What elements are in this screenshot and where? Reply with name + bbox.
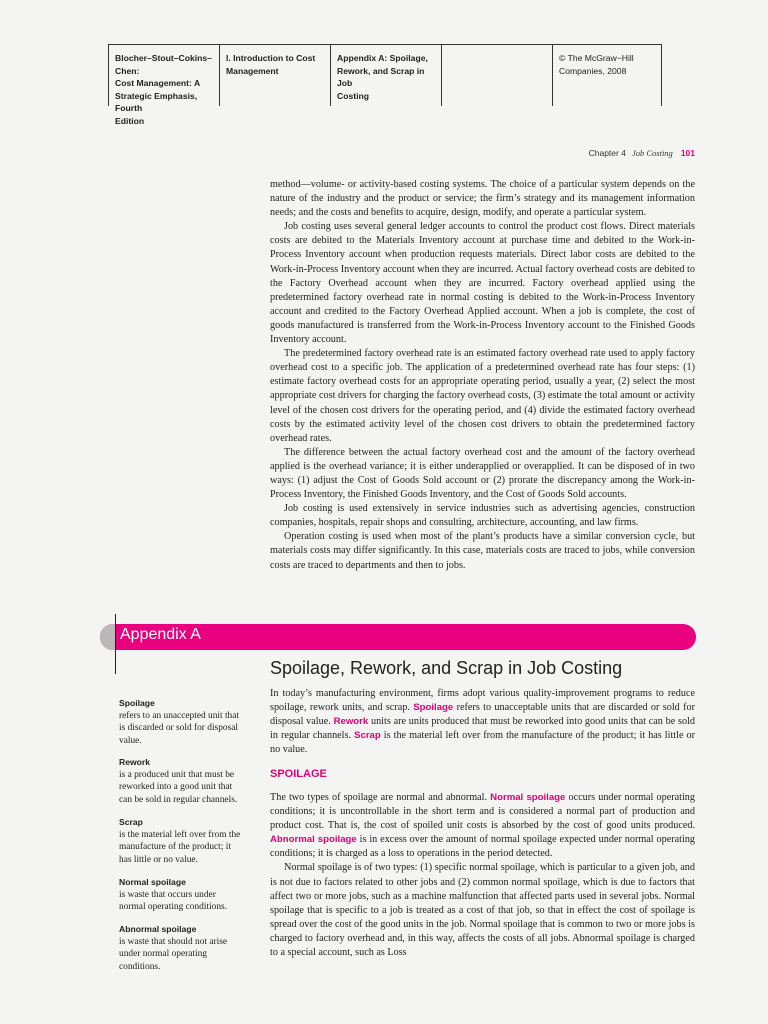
glossary-term: Abnormal spoilage — [119, 924, 197, 934]
glossary-term: Normal spoilage — [119, 877, 186, 887]
glossary-def: has little or no value. — [119, 854, 198, 865]
header-part — [219, 44, 330, 106]
paragraph: The predetermined factory overhead rate is an estimated factory overhead rate used to apply factory overhead cost to a specific job. The application of a predetermined overhead rate has four steps: (1) estimate factory overhead costs for an appropriate operating period, usually a year, (2) select the most appropriate cost drivers for charging the factory overhead costs, (3) estimate the total amount or activity level of the chosen cost drivers for the operating period, and (4) divide the estimated factory overhead costs by the estimated activity level of the chosen cost drivers to obtain the predetermined factory overhead rates. — [270, 348, 695, 444]
glossary-def: is a produced unit that must be — [119, 769, 235, 780]
term-scrap: Scrap — [354, 730, 381, 742]
appendix-banner-label: Appendix A — [120, 626, 201, 643]
header-chapter — [330, 44, 441, 106]
header-empty-cell — [441, 44, 552, 106]
glossary-abnormal-spoilage — [119, 923, 259, 973]
spoilage-subhead: SPOILAGE — [270, 768, 327, 780]
header-line: Edition — [115, 115, 145, 126]
paragraph: Operation costing is used when most of the plant’s products have a similar conversion cycle, but materials costs may differ significantly. In this case, materials costs are traced to jobs, while conversion costs are traced to departments and then to jobs. — [270, 531, 695, 571]
paragraph — [270, 791, 695, 861]
term-normal-spoilage: Normal spoilage — [490, 792, 566, 803]
glossary-def: is discarded or sold for disposal — [119, 723, 238, 734]
chapter-body-text — [270, 178, 695, 573]
text-run: is the material left over from the manufacture of the product; it has little or no value. — [270, 730, 696, 756]
glossary-def: reworked into a good unit that — [119, 782, 233, 793]
paragraph: method—volume- or activity-based costing systems. The choice of a particular system depends on the nature of the industry and the product or service; the firm’s strategy and its management information needs; and the costs and benefits to acquire, design, modify, and operate a particular system. — [270, 179, 695, 219]
page-number: 101 — [680, 148, 695, 158]
appendix-title: Spoilage, Rework, and Scrap in Job Costing — [270, 658, 623, 678]
glossary-term: Spoilage — [119, 698, 155, 708]
glossary-def: refers to an unaccepted unit that — [119, 710, 239, 721]
paragraph: Job costing uses several general ledger accounts to control the product cost flows. Direct materials costs are debited to the Materials Inventory account at purchase time and debited to the Work-in-Process Inventory account when production requests materials. Direct labor costs are debited to the Work-in-Process Inventory account when they are incurred. Actual factory overhead costs are debited to the Factory Overhead account when they are incurred. Factory overhead applied using the predetermined factory overhead rate in normal costing is debited to the Work-in-Process Inventory account and credited to the Factory Overhead Applied account. When a job is complete, the cost of goods manufactured is transferred from the Work-in-Process Inventory account to the Finished Goods Inventory account. — [270, 221, 695, 346]
glossary-def: under normal operating — [119, 949, 207, 960]
glossary-term: Rework — [119, 757, 151, 767]
header-line: I. Introduction to Cost — [226, 53, 316, 63]
chapter-title: Job Costing — [631, 148, 673, 158]
glossary-def: conditions. — [119, 961, 161, 972]
header-copyright — [552, 44, 662, 106]
glossary-def: is waste that occurs under — [119, 889, 216, 900]
glossary-scrap — [119, 816, 259, 866]
appendix-banner — [100, 624, 696, 650]
paragraph: Job costing is used extensively in service industries such as advertising agencies, construction companies, hospitals, repair shops and consulting, architecture, accounting, and law firms. — [270, 503, 695, 529]
header-line: Companies, 2008 — [559, 65, 627, 76]
header-line: Management — [226, 65, 279, 76]
glossary-def: is waste that should not arise — [119, 936, 228, 947]
header-line: Cost Management: A — [115, 78, 201, 89]
text-run: is in excess over the amount of normal spoilage expected under normal operating conditions; it is charged as a loss to operations in the period detected. — [270, 834, 696, 860]
running-head — [0, 148, 695, 158]
glossary-def: is the material left over from the — [119, 829, 241, 840]
glossary-def: value. — [119, 735, 142, 746]
header-line: Costing — [337, 90, 369, 101]
glossary-def: manufacture of the product; it — [119, 842, 231, 853]
paragraph: The difference between the actual factory overhead cost and the amount of the factory overhead applied is the overhead variance; it is either underapplied or overapplied. It can be disposed of in two ways: (1) adjust the Cost of Goods Sold account or (2) prorate the discrepancy among the Work-in-Process Inventory, the Finished Goods Inventory, and the Cost of Goods Sold accounts. — [270, 446, 695, 501]
header-table — [108, 44, 662, 126]
paragraph: Normal spoilage is of two types: (1) specific normal spoilage, which is particular to a given job, and is not due to factors related to other jobs and (2) common normal spoilage, which is due to factors that affect two or more jobs, such as a machine malfunction that affected parts used in several jobs. Normal spoilage that is specific to a job is treated as a cost of that job, so that in effect the cost of spoilage is spread over the cost of the good units in the job. Normal spoilage that is common to two or more jobs is charged to factory overhead and, in this way, affects the costs of all jobs. Abnormal spoilage is charged to a special account, such as Loss — [270, 862, 695, 959]
text-run: occurs under normal operating conditions; it is uncontrollable in the short term and is considered a normal part of production and product cost. That is, the cost of spoiled unit costs is absorbed by the cost of good units produced. — [270, 792, 695, 832]
term-rework: Rework — [333, 716, 369, 728]
glossary-def: can be sold in regular channels. — [119, 794, 238, 805]
header-line: Blocher–Stout–Cokins–Chen: — [115, 53, 212, 76]
header-book-title — [108, 44, 219, 126]
banner-vertical-rule — [115, 614, 116, 674]
text-run: The two types of spoilage are normal and abnormal. — [270, 792, 491, 803]
banner-grey-tab — [100, 624, 116, 650]
header-line: Strategic Emphasis, Fourth — [115, 90, 198, 114]
header-line: © The McGraw−Hill — [559, 53, 634, 63]
term-spoilage: Spoilage — [413, 702, 454, 714]
glossary-term: Scrap — [119, 817, 143, 827]
chapter-label: Chapter 4 — [588, 148, 626, 158]
spoilage-text — [270, 791, 695, 960]
appendix-intro — [270, 687, 695, 757]
glossary-spoilage — [119, 697, 259, 747]
glossary-def: normal operating conditions. — [119, 902, 228, 913]
glossary-normal-spoilage — [119, 876, 259, 914]
term-abnormal-spoilage: Abnormal spoilage — [270, 834, 357, 846]
text-run: refers to unacceptable units that are discarded or sold for disposal value. — [270, 702, 695, 728]
glossary-rework — [119, 756, 259, 806]
header-line: Rework, and Scrap in Job — [337, 65, 425, 89]
text-run: In today’s manufacturing environment, firms adopt various quality-improvement programs to reduce spoilage, rework units, and scrap. — [270, 688, 695, 714]
paragraph — [270, 687, 695, 757]
text-run: units are units produced that must be reworked into good units that can be sold in regular channels. — [270, 716, 695, 742]
header-line: Appendix A: Spoilage, — [337, 53, 428, 63]
